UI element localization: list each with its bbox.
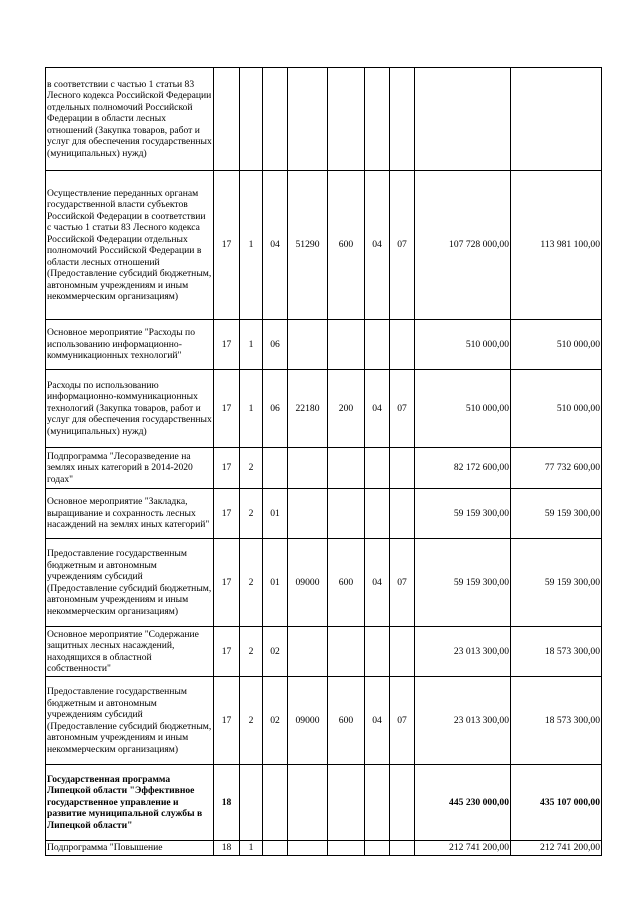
row-c2-cell: 2 — [240, 448, 263, 489]
row-c4-cell: 09000 — [288, 539, 328, 627]
row-c6-cell — [365, 320, 390, 370]
row-c7-cell — [390, 320, 415, 370]
row-name-cell: Расходы по использованию информационно-коммуникационных технологий (Закупка товаров, работ и услуг для обеспечения государственных (муниципальных) нужд) — [46, 370, 214, 448]
row-c1-cell: 18 — [214, 765, 240, 841]
row-c5-cell: 600 — [328, 171, 365, 320]
row-c4-cell: 09000 — [288, 677, 328, 765]
row-c7-cell: 07 — [390, 539, 415, 627]
row-v1-cell — [415, 68, 511, 171]
row-v1-cell: 59 159 300,00 — [415, 539, 511, 627]
table-row — [46, 489, 602, 539]
row-v1-cell: 23 013 300,00 — [415, 627, 511, 677]
row-c5-cell: 200 — [328, 370, 365, 448]
row-name-cell: Подпрограмма "Повышение — [46, 841, 214, 856]
row-v2-cell: 59 159 300,00 — [511, 539, 602, 627]
row-v2-cell: 510 000,00 — [511, 370, 602, 448]
row-c4-cell — [288, 68, 328, 171]
row-c2-cell: 1 — [240, 320, 263, 370]
row-name-cell: Государственная программа Липецкой области "Эффективное государственное управление и развитие муниципальной службы в Липецкой области" — [46, 765, 214, 841]
row-c6-cell — [365, 448, 390, 489]
table-row — [46, 68, 602, 171]
row-c3-cell: 01 — [263, 489, 288, 539]
row-name-cell: Основное мероприятие "Закладка, выращивание и сохранность лесных насаждений на землях иных категорий" — [46, 489, 214, 539]
row-c6-cell — [365, 489, 390, 539]
row-c2-cell: 2 — [240, 627, 263, 677]
table-row — [46, 677, 602, 765]
row-name-cell: Осуществление переданных органам государственной власти субъектов Российской Федерации в соответствии с частью 1 статьи 83 Лесного кодекса Российской Федерации отдельных полномочий Российской Федерации в области лесных отношений (Предоставление субсидий бюджетным, автономным учреждениям и иным некоммерческим организациям) — [46, 171, 214, 320]
row-c2-cell — [240, 68, 263, 171]
row-c4-cell: 22180 — [288, 370, 328, 448]
row-c1-cell: 17 — [214, 489, 240, 539]
row-c1-cell: 17 — [214, 320, 240, 370]
row-c7-cell: 07 — [390, 677, 415, 765]
row-v1-cell: 82 172 600,00 — [415, 448, 511, 489]
row-name-cell: Основное мероприятие "Расходы по использованию информационно-коммуникационных технологий" — [46, 320, 214, 370]
row-c4-cell — [288, 489, 328, 539]
table-row — [46, 171, 602, 320]
row-c5-cell — [328, 627, 365, 677]
row-c4-cell — [288, 448, 328, 489]
row-c6-cell — [365, 841, 390, 856]
row-c7-cell — [390, 627, 415, 677]
row-c5-cell — [328, 448, 365, 489]
row-c4-cell — [288, 627, 328, 677]
row-v2-cell: 18 573 300,00 — [511, 677, 602, 765]
row-c4-cell — [288, 765, 328, 841]
row-c2-cell: 2 — [240, 539, 263, 627]
row-c4-cell — [288, 320, 328, 370]
row-v2-cell: 77 732 600,00 — [511, 448, 602, 489]
row-c3-cell: 04 — [263, 171, 288, 320]
row-c7-cell — [390, 765, 415, 841]
row-name-cell: Подпрограмма "Лесоразведение на землях иных категорий в 2014-2020 годах" — [46, 448, 214, 489]
row-c5-cell — [328, 841, 365, 856]
row-c1-cell: 17 — [214, 370, 240, 448]
table-row — [46, 448, 602, 489]
row-c5-cell — [328, 320, 365, 370]
table-row — [46, 320, 602, 370]
row-c3-cell: 02 — [263, 627, 288, 677]
row-v2-cell: 435 107 000,00 — [511, 765, 602, 841]
budget-table — [45, 67, 602, 856]
row-v1-cell: 107 728 000,00 — [415, 171, 511, 320]
row-c1-cell — [214, 68, 240, 171]
row-c3-cell: 06 — [263, 370, 288, 448]
table-body — [46, 68, 602, 856]
row-c6-cell: 04 — [365, 677, 390, 765]
row-name-cell: Предоставление государственным бюджетным и автономным учреждениям субсидий (Предоставление субсидий бюджетным, автономным учреждениям и иным некоммерческим организациям) — [46, 539, 214, 627]
row-v2-cell: 510 000,00 — [511, 320, 602, 370]
row-v1-cell: 59 159 300,00 — [415, 489, 511, 539]
table-row — [46, 841, 602, 856]
row-c4-cell — [288, 841, 328, 856]
row-c5-cell: 600 — [328, 677, 365, 765]
row-c1-cell: 17 — [214, 677, 240, 765]
row-v1-cell: 445 230 000,00 — [415, 765, 511, 841]
row-c1-cell: 17 — [214, 171, 240, 320]
row-v1-cell: 510 000,00 — [415, 320, 511, 370]
row-c2-cell: 1 — [240, 171, 263, 320]
row-c1-cell: 17 — [214, 627, 240, 677]
row-name-cell: в соответствии с частью 1 статьи 83 Лесного кодекса Российской Федерации отдельных полномочий Российской Федерации в области лесных отношений (Закупка товаров, работ и услуг для обеспечения государственных (муниципальных) нужд) — [46, 68, 214, 171]
row-c3-cell — [263, 841, 288, 856]
row-c2-cell: 1 — [240, 370, 263, 448]
row-c2-cell: 1 — [240, 841, 263, 856]
row-c4-cell: 51290 — [288, 171, 328, 320]
row-c1-cell: 17 — [214, 448, 240, 489]
row-c3-cell: 06 — [263, 320, 288, 370]
row-c1-cell: 17 — [214, 539, 240, 627]
row-c5-cell — [328, 489, 365, 539]
row-c5-cell — [328, 765, 365, 841]
row-c2-cell — [240, 765, 263, 841]
row-v1-cell: 23 013 300,00 — [415, 677, 511, 765]
row-name-cell: Основное мероприятие "Содержание защитных лесных насаждений, находящихся в областной собственности" — [46, 627, 214, 677]
row-c3-cell: 02 — [263, 677, 288, 765]
table-row — [46, 765, 602, 841]
row-c2-cell: 2 — [240, 677, 263, 765]
table-row — [46, 627, 602, 677]
table-row — [46, 539, 602, 627]
row-v1-cell: 510 000,00 — [415, 370, 511, 448]
row-c7-cell — [390, 489, 415, 539]
row-c5-cell: 600 — [328, 539, 365, 627]
row-c2-cell: 2 — [240, 489, 263, 539]
row-c5-cell — [328, 68, 365, 171]
row-c7-cell: 07 — [390, 171, 415, 320]
row-c7-cell: 07 — [390, 370, 415, 448]
row-c6-cell — [365, 765, 390, 841]
row-v2-cell: 113 981 100,00 — [511, 171, 602, 320]
row-c3-cell — [263, 448, 288, 489]
row-c3-cell — [263, 765, 288, 841]
row-c7-cell — [390, 68, 415, 171]
row-c7-cell — [390, 448, 415, 489]
row-c6-cell — [365, 627, 390, 677]
row-c6-cell: 04 — [365, 171, 390, 320]
table-row — [46, 370, 602, 448]
row-c7-cell — [390, 841, 415, 856]
row-c6-cell: 04 — [365, 370, 390, 448]
row-c3-cell: 01 — [263, 539, 288, 627]
row-c1-cell: 18 — [214, 841, 240, 856]
row-v2-cell: 18 573 300,00 — [511, 627, 602, 677]
row-v2-cell — [511, 68, 602, 171]
row-v1-cell: 212 741 200,00 — [415, 841, 511, 856]
row-v2-cell: 212 741 200,00 — [511, 841, 602, 856]
row-c6-cell: 04 — [365, 539, 390, 627]
row-name-cell: Предоставление государственным бюджетным и автономным учреждениям субсидий (Предоставление субсидий бюджетным, автономным учреждениям и иным некоммерческим организациям) — [46, 677, 214, 765]
row-v2-cell: 59 159 300,00 — [511, 489, 602, 539]
row-c6-cell — [365, 68, 390, 171]
row-c3-cell — [263, 68, 288, 171]
